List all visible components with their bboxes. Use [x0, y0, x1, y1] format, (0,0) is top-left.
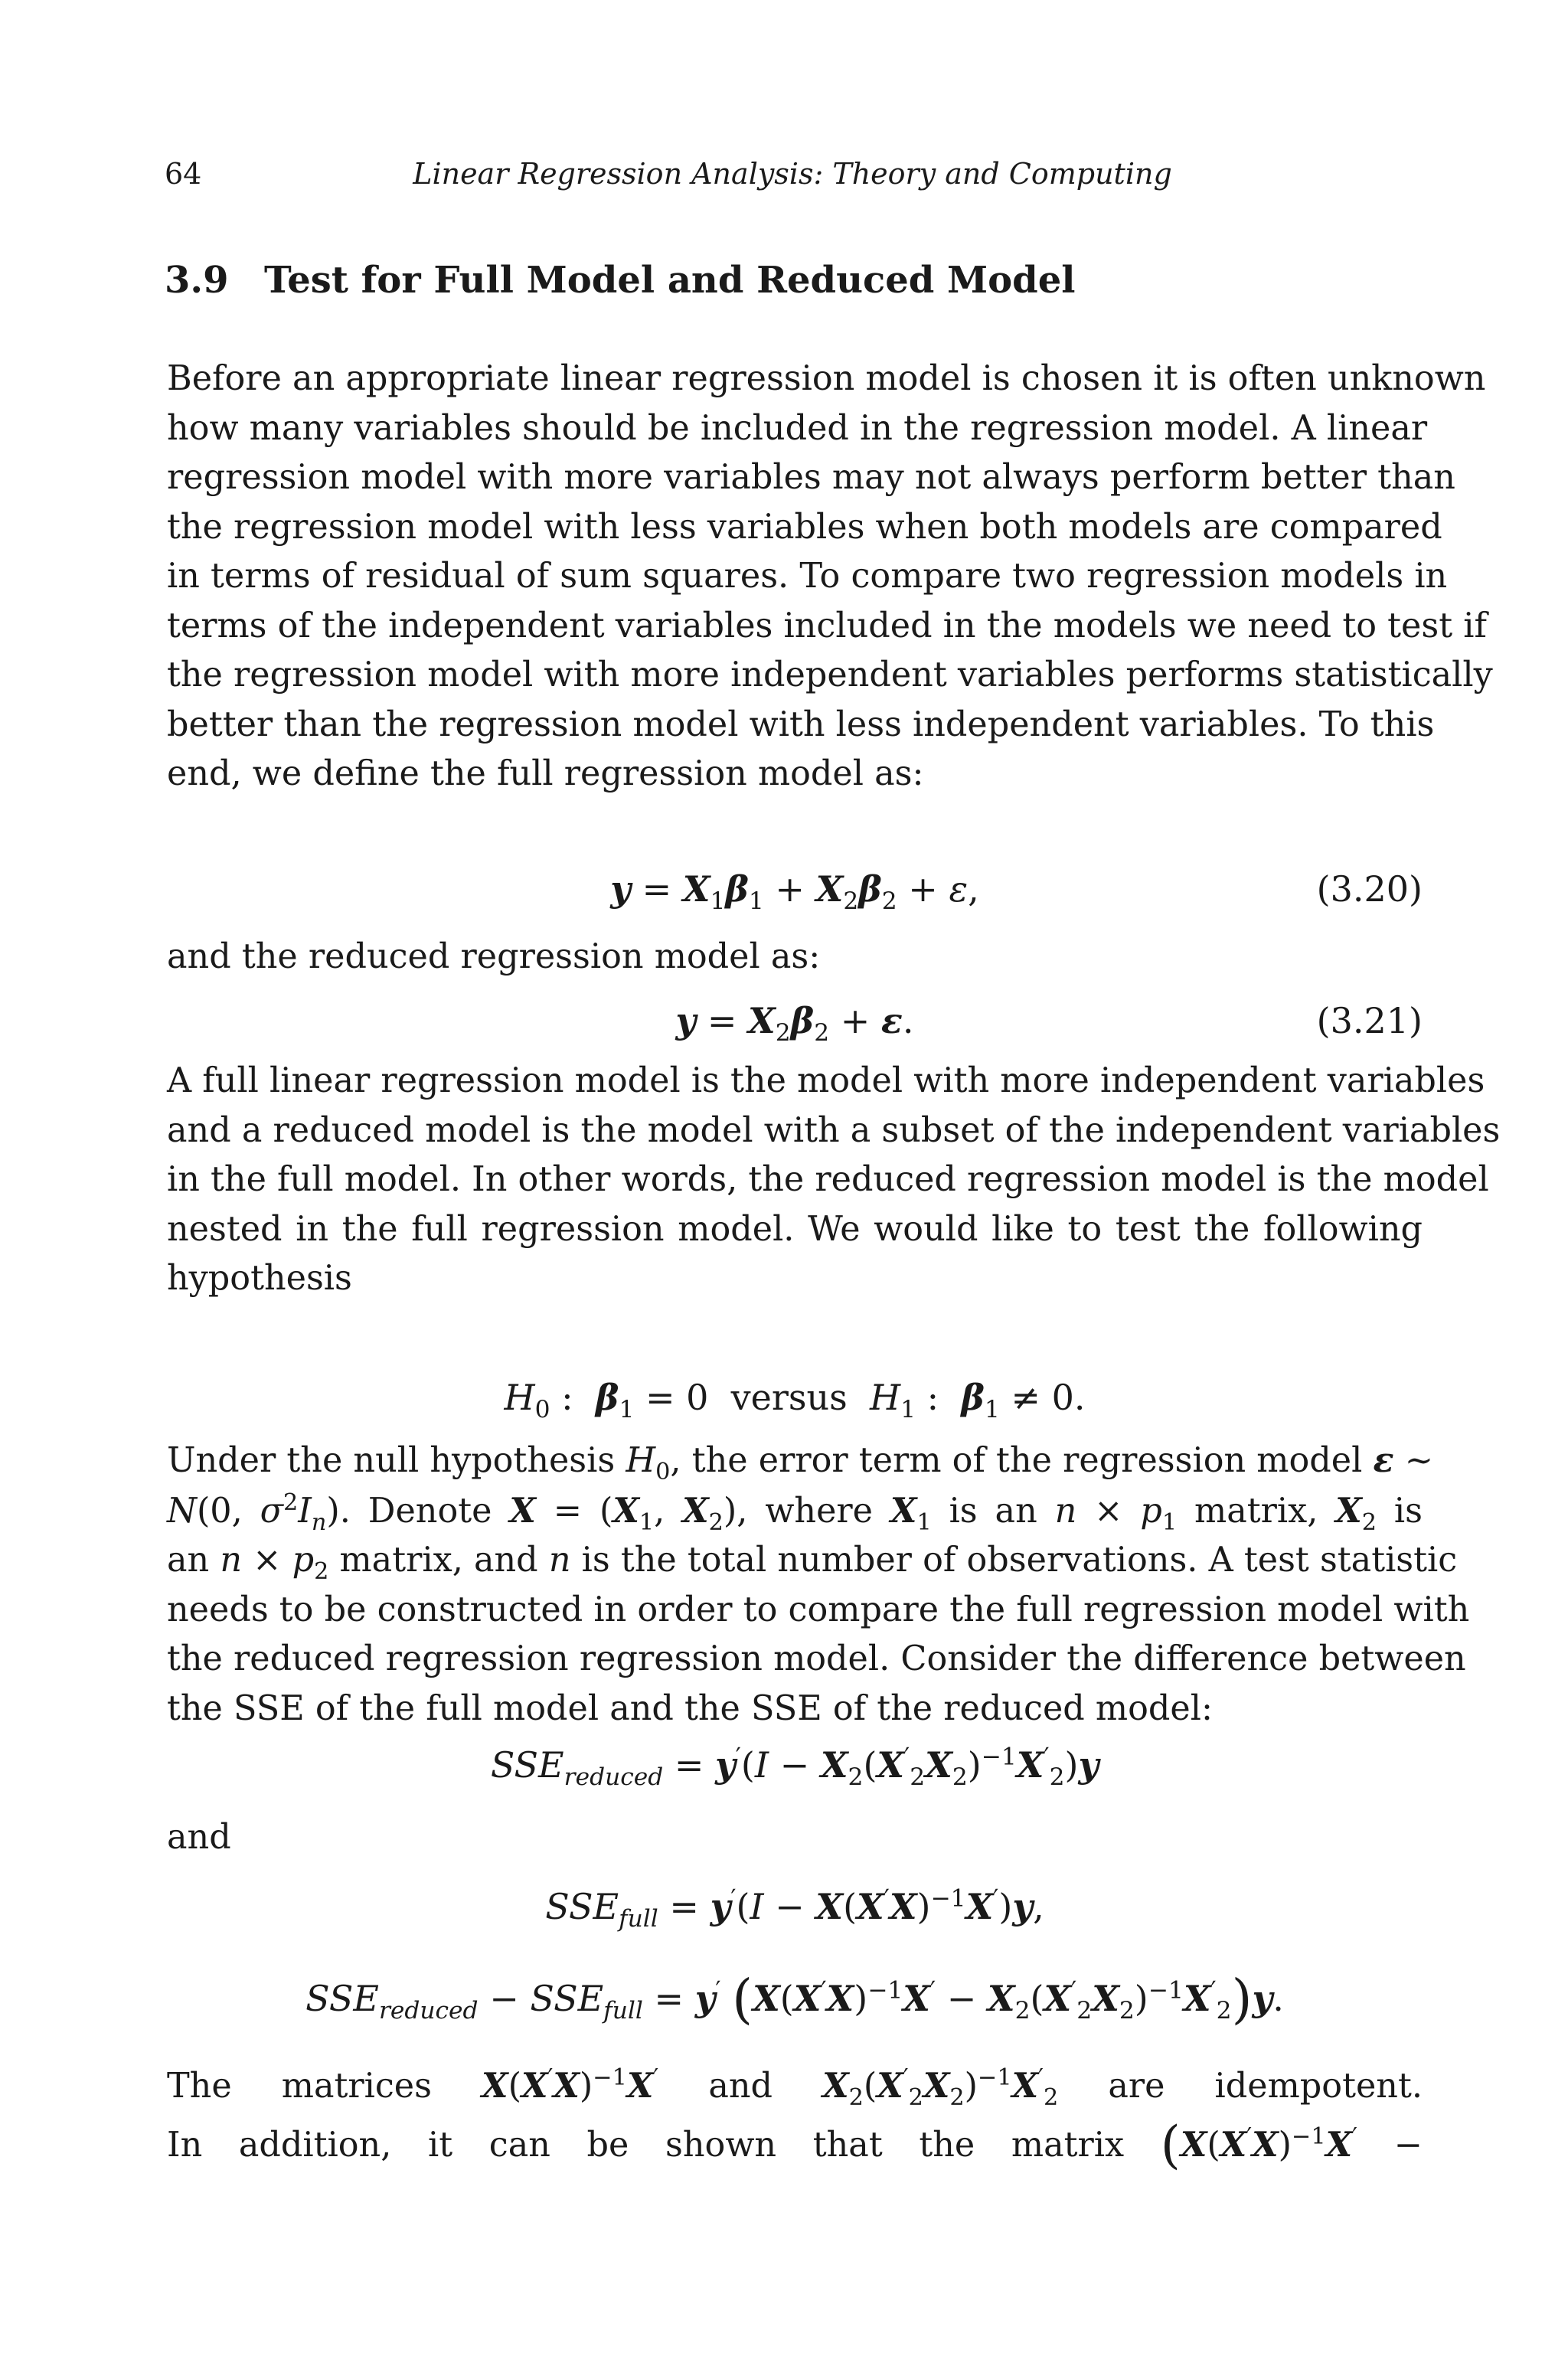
text-line: hypothesis [167, 1259, 352, 1298]
equation-sse-reduced [167, 1738, 1423, 1792]
versus-word: versus [730, 1377, 848, 1418]
text-line: and [167, 1818, 231, 1857]
text-line: N(0, $\sigma^2I_n$). Denote $X = (X_1$, $X_2$), where $X_1$ is an $n \times p_1$ matrix, $X_2$ is [167, 1489, 1423, 1536]
page-number: 64 [165, 157, 202, 191]
equation-3-20 [167, 862, 1423, 916]
text-line: how many variables should be included in the regression model. A linear [167, 408, 1428, 448]
paragraph-idempotent [167, 2057, 1423, 2175]
paragraph-full-reduced [167, 1057, 1501, 1304]
equation-body: $y = X_1\beta_1 + X_2\beta_2 + \varepsilon$, [610, 868, 979, 916]
equation-number: (3.20) [1316, 868, 1423, 910]
equation-sse-difference [167, 1969, 1423, 2031]
text-line: end, we define the full regression model as: [167, 754, 924, 793]
equation-3-21 [167, 994, 1423, 1047]
text-line: and a reduced model is the model with a subset of the independent variables [167, 1110, 1501, 1150]
paragraph-and [167, 1813, 1423, 1863]
text-line: better than the regression model with less independent variables. To this [167, 704, 1435, 744]
text-line: terms of the independent variables included in the models we need to test if [167, 606, 1487, 645]
section-heading [165, 259, 1076, 302]
text-line: an $n \times p_2$ matrix, and n is the total number of observations. A test statistic [167, 1541, 1458, 1585]
equation-sse-full [167, 1880, 1423, 1933]
text-line: nested in the full regression model. We would like to test the following [167, 1209, 1423, 1249]
text-line: Under the null hypothesis $H_0$, the error term of the regression model ε ∼ [167, 1440, 1433, 1485]
running-title: Linear Regression Analysis: Theory and Computing [413, 157, 1172, 191]
text-line: needs to be constructed in order to compare the full regression model with [167, 1590, 1470, 1629]
page-header [165, 157, 1420, 203]
text-line: regression model with more variables may not always perform better than [167, 458, 1455, 497]
text-line: the reduced regression regression model. Consider the difference between [167, 1639, 1466, 1678]
paragraph-intro [167, 355, 1493, 799]
text-line: A full linear regression model is the model with more independent variables [167, 1061, 1485, 1100]
paragraph-null-hypothesis [167, 1436, 1470, 1734]
text-line: in terms of residual of sum squares. To compare two regression models in [167, 557, 1448, 596]
equation-number: (3.21) [1316, 1000, 1423, 1041]
equation-body: $SSE_{reduced} = y'(I - X_2(X'_2X_2)^{-1}X'_2)y$ [490, 1743, 1099, 1792]
equation-body: $SSE_{full} = y'(I - X(X'X)^{-1}X')y$, [545, 1884, 1044, 1933]
equation-body: $SSE_{reduced} - SSE_{full} = y'$ $(X(X'X)^{-1}X' - X_2(X'_2X_2)^{-1}X'_2)y$. [305, 1969, 1284, 2031]
equation-body: $H_0$ : $\beta_1 = 0$ versus $H_1$ : $\beta_1 \ne 0$. [504, 1377, 1086, 1424]
text-line: In addition, it can be shown that the matrix ($X(X'X)^{-1}X'$ − [167, 2115, 1423, 2175]
text-line: Before an appropriate linear regression model is chosen it is often unknown [167, 359, 1486, 398]
text-line: in the full model. In other words, the reduced regression model is the model [167, 1160, 1489, 1199]
section-title: Test for Full Model and Reduced Model [264, 259, 1076, 302]
text-line: the regression model with less variables when both models are compared [167, 507, 1442, 547]
text-line: the SSE of the full model and the SSE of the reduced model: [167, 1688, 1213, 1728]
section-number: 3.9 [165, 259, 229, 302]
paragraph-reduced-intro [167, 933, 1423, 982]
text-line: the regression model with more independent variables performs statistically [167, 655, 1493, 694]
text-line: The matrices $X(X'X)^{-1}X'$ and $X_2(X'_2X_2)^{-1}X'_2$ are idempotent. [167, 2064, 1423, 2111]
text-line: and the reduced regression model as: [167, 937, 821, 976]
equation-body: $y = X_2\beta_2 + \varepsilon$. [675, 1000, 914, 1047]
equation-hypothesis [167, 1371, 1423, 1424]
